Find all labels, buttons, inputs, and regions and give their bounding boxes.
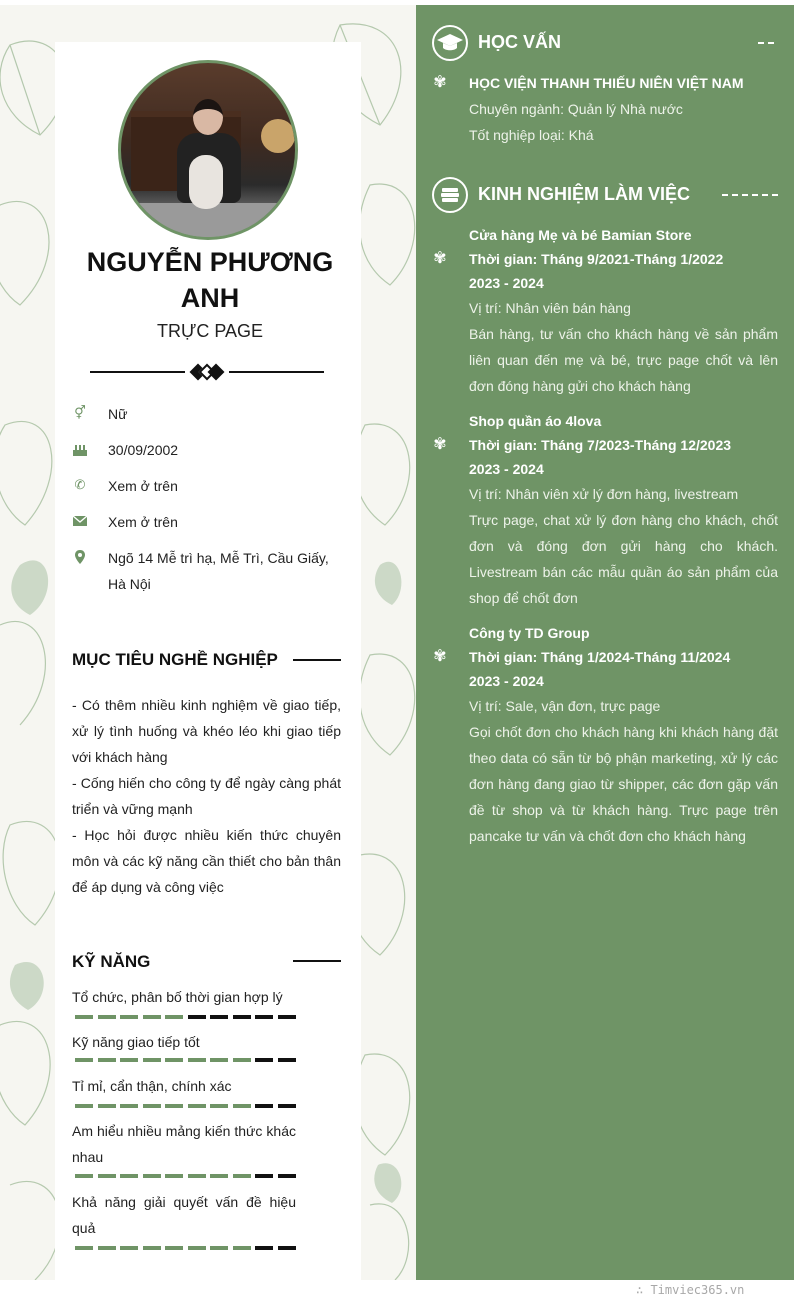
skill-name: Tổ chức, phân bố thời gian hợp lý	[72, 989, 283, 1005]
skills-title-rule	[293, 960, 341, 962]
skill-segment	[98, 1015, 116, 1019]
skill-segment	[188, 1246, 206, 1250]
clover-icon: ✾	[433, 436, 447, 453]
skill-segment	[188, 1015, 206, 1019]
skill-segment	[278, 1246, 296, 1250]
skill-segment	[75, 1174, 93, 1178]
skill-segment	[120, 1174, 138, 1178]
skill-segment	[278, 1174, 296, 1178]
job-company: Shop quần áo 4lova	[469, 413, 602, 429]
skill-segment	[98, 1058, 116, 1062]
avatar-plush-bunny	[189, 155, 223, 209]
skill-segment	[120, 1246, 138, 1250]
full-name: NGUYỄN PHƯƠNG ANH	[86, 247, 334, 313]
experience-title: KINH NGHIỆM LÀM VIỆC	[478, 184, 691, 204]
job-company: Công ty TD Group	[469, 625, 590, 641]
skill-segment	[143, 1246, 161, 1250]
skill-segment	[188, 1104, 206, 1108]
job-years: 2023 - 2024	[469, 461, 544, 477]
job-company: Cửa hàng Mẹ và bé Bamian Store	[469, 227, 692, 243]
objective-item: - Học hỏi được nhiều kiến thức chuyên môn và các kỹ năng cần thiết cho bản thân để áp dụng và công việc	[72, 827, 341, 895]
skill-segment	[165, 1058, 183, 1062]
education-school: HỌC VIỆN THANH THIẾU NIÊN VIỆT NAM	[469, 75, 744, 91]
skill-segment	[143, 1104, 161, 1108]
gender-value: Nữ	[108, 406, 128, 422]
job-description: Gọi chốt đơn cho khách hàng khi khách hàng đặt theo data có sẵn từ bộ phận marketing, xử lý các đơn hàng đang giao từ shipper, các đơn gặp vấn đề từ shop và từ khách hàng. Trực page trên pancake tư vấn và chốt đơn cho khách hàng	[469, 724, 778, 844]
skill-segment	[210, 1174, 228, 1178]
skill-segment	[255, 1015, 273, 1019]
map-pin-icon	[72, 549, 88, 565]
skill-segment	[210, 1104, 228, 1108]
skill-segment	[165, 1246, 183, 1250]
skill-segment	[255, 1174, 273, 1178]
email-value: Xem ở trên	[108, 514, 178, 530]
skill-segment	[188, 1174, 206, 1178]
objective-text	[72, 692, 341, 900]
skill-segment	[143, 1058, 161, 1062]
job-years: 2023 - 2024	[469, 275, 544, 291]
objective-item: - Có thêm nhiều kinh nghiệm về giao tiếp, xử lý tình huống và khéo léo khi giao tiếp với khách hàng	[72, 697, 341, 765]
skill-level-bar	[75, 1058, 295, 1062]
skills-title: KỸ NĂNG	[72, 952, 151, 971]
phone-icon: ✆	[74, 477, 86, 492]
right-column	[416, 5, 794, 1280]
divider-line-left	[90, 371, 185, 373]
objective-title-rule	[293, 659, 341, 661]
birthday-value: 30/09/2002	[108, 442, 179, 458]
skill-segment	[210, 1246, 228, 1250]
education-major: Chuyên ngành: Quản lý Nhà nước	[469, 101, 683, 117]
skill-segment	[75, 1058, 93, 1062]
skill-segment	[98, 1246, 116, 1250]
job-time: Thời gian: Tháng 7/2023-Tháng 12/2023	[469, 437, 732, 453]
skill-level-bar	[75, 1015, 295, 1019]
skill-name: Tỉ mỉ, cẩn thận, chính xác	[72, 1078, 232, 1094]
skill-segment	[98, 1104, 116, 1108]
skill-segment	[165, 1174, 183, 1178]
skill-segment	[75, 1246, 93, 1250]
job-position: Vị trí: Nhân viên xử lý đơn hàng, livestream	[469, 486, 739, 502]
skill-level-bar	[75, 1246, 295, 1250]
birthday-cake-icon	[72, 441, 88, 457]
skill-level-bar	[75, 1174, 295, 1178]
job-position: Vị trí: Sale, vận đơn, trực page	[469, 698, 661, 714]
job-time: Thời gian: Tháng 1/2024-Tháng 11/2024	[469, 649, 731, 665]
education-title: HỌC VẤN	[478, 32, 562, 52]
graduation-cap-icon	[432, 25, 468, 61]
skill-segment	[233, 1174, 251, 1178]
skill-segment	[188, 1058, 206, 1062]
job-description: Trực page, chat xử lý đơn hàng cho khách, chốt đơn và đóng đơn gửi hàng cho khách. Livestream bán các mẫu quần áo sản phẩm của shop để chốt đơn	[469, 512, 778, 606]
clover-icon: ✾	[433, 648, 447, 665]
avatar-lamp	[261, 119, 295, 153]
skill-segment	[210, 1015, 228, 1019]
skill-segment	[255, 1058, 273, 1062]
avatar-face	[193, 99, 223, 135]
skill-name: Kỹ năng giao tiếp tốt	[72, 1034, 200, 1050]
skill-segment	[120, 1015, 138, 1019]
skill-segment	[143, 1015, 161, 1019]
objective-title: MỤC TIÊU NGHỀ NGHIỆP	[72, 650, 278, 669]
skill-segment	[278, 1104, 296, 1108]
job-years: 2023 - 2024	[469, 673, 544, 689]
skill-segment	[255, 1246, 273, 1250]
skill-segment	[233, 1104, 251, 1108]
skill-segment	[233, 1246, 251, 1250]
clover-icon: ✾	[433, 250, 447, 267]
skill-segment	[120, 1104, 138, 1108]
job-position: Vị trí: Nhân viên bán hàng	[469, 300, 631, 316]
education-title-dashes	[758, 42, 778, 44]
skill-segment	[255, 1104, 273, 1108]
address-value: Ngõ 14 Mễ trì hạ, Mễ Trì, Cầu Giấy, Hà Nội	[108, 550, 329, 592]
skill-level-bar	[75, 1104, 295, 1108]
skill-segment	[120, 1058, 138, 1062]
skill-segment	[143, 1174, 161, 1178]
divider-line-right	[229, 371, 324, 373]
skill-segment	[278, 1058, 296, 1062]
skill-segment	[98, 1174, 116, 1178]
clover-icon: ✾	[433, 74, 447, 91]
objective-item: - Cống hiến cho công ty để ngày càng phát triển và vững mạnh	[72, 775, 341, 817]
gender-icon: ⚥	[74, 405, 86, 420]
skill-name: Khả năng giải quyết vấn đề hiệu quả	[72, 1194, 296, 1236]
skill-segment	[233, 1058, 251, 1062]
skill-segment	[165, 1015, 183, 1019]
books-icon	[432, 177, 468, 213]
job-title: TRỰC PAGE	[156, 321, 264, 341]
skill-segment	[75, 1104, 93, 1108]
skill-segment	[75, 1015, 93, 1019]
skill-segment	[210, 1058, 228, 1062]
job-description: Bán hàng, tư vấn cho khách hàng về sản phẩm liên quan đến mẹ và bé, trực page chốt và lên đơn đóng hàng gửi cho khách hàng	[469, 326, 778, 394]
skill-name: Am hiểu nhiều mảng kiến thức khác nhau	[72, 1123, 296, 1165]
skill-segment	[165, 1104, 183, 1108]
watermark: ∴ Timviec365.vn	[636, 1283, 745, 1297]
skill-segment	[278, 1015, 296, 1019]
job-time: Thời gian: Tháng 9/2021-Tháng 1/2022	[469, 251, 724, 267]
experience-title-dashes	[722, 194, 778, 196]
avatar	[118, 60, 298, 240]
phone-value: Xem ở trên	[108, 478, 178, 494]
name-divider	[90, 362, 324, 382]
skill-segment	[233, 1015, 251, 1019]
education-grade: Tốt nghiệp loại: Khá	[469, 127, 594, 143]
envelope-icon	[72, 513, 88, 529]
